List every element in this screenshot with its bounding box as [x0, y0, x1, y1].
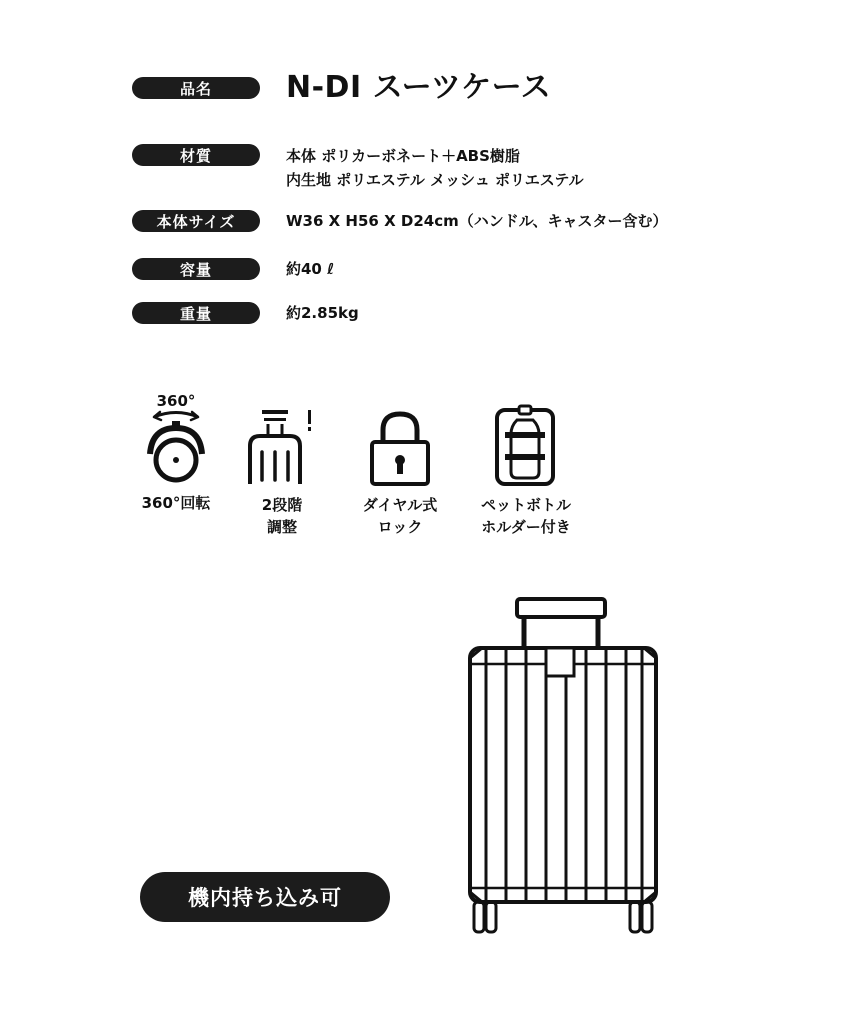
- feature-label: ダイヤル式 ロック: [362, 496, 438, 536]
- spec-value: [286, 257, 334, 281]
- size-text: W36 X H56 X D24cm（ハンドル、キャスター含む）: [286, 212, 668, 230]
- spec-row-material: [132, 144, 584, 192]
- spec-value: [286, 301, 359, 325]
- spec-value: [286, 70, 552, 105]
- spec-label-pill: 本体サイズ: [132, 210, 260, 232]
- carry-on-badge: 機内持ち込み可: [140, 872, 390, 922]
- spec-label-pill: 材質: [132, 144, 260, 166]
- spec-value: [286, 144, 584, 192]
- padlock-icon: [365, 408, 435, 488]
- feature-label: 360°回転: [141, 494, 211, 512]
- feature-label: ペットボトル ホルダー付き: [480, 496, 571, 536]
- weight-text: 約2.85kg: [286, 304, 359, 322]
- spec-label-pill: 重量: [132, 302, 260, 324]
- spec-row-capacity: [132, 258, 334, 281]
- material-lining-text: 内生地 ポリエステル メッシュ ポリエステル: [286, 171, 584, 189]
- suitcase-outline-icon: [462, 594, 662, 939]
- spec-row-size: [132, 210, 668, 233]
- bottle-holder-icon: [491, 402, 561, 488]
- feature-bottle-holder: [456, 402, 596, 538]
- rotating-wheel-icon: [136, 388, 216, 484]
- spec-row-product-name: [132, 70, 552, 105]
- material-body-text: 本体 ポリカーボネート＋ABS樹脂: [286, 147, 520, 165]
- feature-dial-lock: [330, 408, 470, 538]
- product-name: N-DI スーツケース: [286, 70, 552, 105]
- telescoping-handle-icon: [240, 402, 324, 488]
- spec-value: [286, 209, 668, 233]
- spec-label-pill: 品名: [132, 77, 260, 99]
- spec-row-weight: [132, 302, 359, 325]
- rotation-caption: 360°: [156, 392, 196, 410]
- feature-label: 2段階 調整: [261, 496, 303, 536]
- capacity-text: 約40 ℓ: [286, 260, 335, 278]
- spec-label-pill: 容量: [132, 258, 260, 280]
